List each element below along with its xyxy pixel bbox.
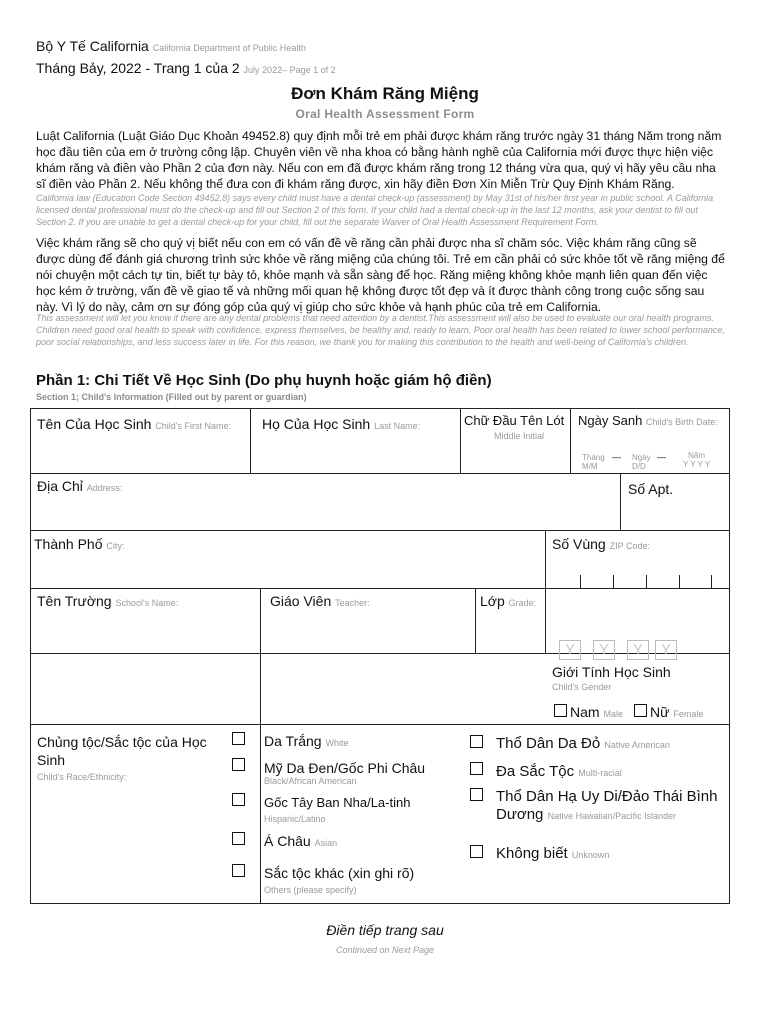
female-checkbox[interactable]	[634, 704, 647, 717]
race-native-american-option	[496, 735, 670, 752]
race-option-en: Black/African American	[264, 776, 357, 786]
grade-label	[480, 593, 536, 609]
zip-label-vi: Số Vùng	[552, 536, 606, 552]
race-label-vi: Chủng tộc/Sắc tộc của Học Sinh	[37, 734, 207, 768]
middle-initial-label-vi: Chữ Đầu Tên Lót	[464, 413, 565, 428]
year-digit-box[interactable]: Y	[655, 640, 677, 660]
race-option-vi: Mỹ Da Đen/Gốc Phi Châu	[264, 760, 426, 776]
city-input[interactable]	[31, 556, 544, 587]
last-name-label	[262, 416, 420, 432]
zip-label-en: ZIP Code:	[609, 541, 650, 551]
grade-input[interactable]	[477, 613, 544, 652]
dob-day-label	[632, 453, 651, 471]
gender-label-vi: Giới Tính Học Sinh	[552, 664, 671, 680]
grid-line	[30, 530, 730, 531]
dob-month-vi: Tháng	[582, 453, 605, 462]
race-asian-option	[264, 833, 337, 849]
female-label-vi: Nữ	[650, 704, 670, 720]
race-black-option	[264, 760, 425, 786]
race-hispanic-checkbox[interactable]	[232, 793, 245, 806]
dob-label	[578, 413, 718, 428]
grid-line	[545, 530, 546, 653]
grid-line	[729, 408, 730, 903]
school-label	[37, 593, 178, 609]
form-subtitle: Oral Health Assessment Form	[295, 107, 475, 121]
apt-label: Số Apt.	[628, 481, 674, 497]
dob-day-vi: Ngày	[632, 453, 651, 462]
race-option-en: Hispanic/Latino	[264, 814, 326, 824]
city-label-vi: Thành Phố	[34, 536, 103, 552]
race-multiracial-checkbox[interactable]	[470, 762, 483, 775]
last-name-label-en: Last Name:	[374, 421, 421, 431]
city-label-en: City:	[106, 541, 125, 551]
female-option	[650, 704, 703, 720]
zip-tick	[679, 575, 680, 588]
grid-line	[30, 473, 730, 474]
teacher-label	[270, 593, 370, 609]
race-pacific-islander-checkbox[interactable]	[470, 788, 483, 801]
dob-year-vi: Năm	[688, 451, 706, 460]
city-label	[34, 536, 124, 552]
race-native-american-checkbox[interactable]	[470, 735, 483, 748]
race-option-en: Native Hawaiian/Pacific Islander	[547, 811, 677, 821]
form-title: Đơn Khám Răng Miệng	[291, 84, 479, 103]
school-input[interactable]	[31, 613, 259, 652]
continued-en: Continued on Next Page	[335, 945, 435, 955]
dob-year-en: Y Y Y Y	[683, 460, 711, 469]
race-other-option	[264, 865, 414, 895]
first-name-label-vi: Tên Của Học Sinh	[37, 416, 152, 432]
address-input[interactable]	[31, 498, 619, 529]
last-name-label-vi: Họ Của Học Sinh	[262, 416, 371, 432]
race-option-vi: Á Châu	[264, 833, 311, 849]
race-option-en: Native American	[604, 740, 670, 750]
intro-paragraph-2-en: This assessment will let you know if there are any dental problems that need attention by a dentist.This assessment will also be used to evaluate our oral health programs. Children need good oral health to speak with confidence, express themselves, be healthy and, ready to learn. Poor oral health has been related to lower school performance, poor social relationships, and less success later in life. For this reason, we thank you for making this contribution to the health and well-being of California's children.	[36, 313, 725, 347]
race-option-vi: Sắc tộc khác (xin ghi rõ)	[264, 865, 415, 881]
intro-paragraph-1-en: California law (Education Code Section 49452.8) says every child must have a dental check-up (assessment) by May 31st of his/her first year in public school. A California licensed dental professional must do the check-up and fill out Section 2 of this form. If your child had a dental check-up in the last 12 months, ask your dentist to fill out Section 2. If you are unable to get a dental check-up for your child, fill out the separate Waiver of Oral Health Assessment Requirement Form.	[36, 193, 714, 227]
teacher-label-vi: Giáo Viên	[270, 593, 332, 609]
race-option-en: Multi-racial	[578, 768, 622, 778]
male-label-en: Male	[603, 709, 623, 719]
male-checkbox[interactable]	[554, 704, 567, 717]
dob-separator: —	[657, 452, 666, 462]
department-vi: Bộ Y Tế California	[36, 38, 149, 54]
grid-line	[30, 653, 730, 654]
race-pacific-islander-option	[496, 788, 721, 825]
year-digit-box[interactable]: Y	[627, 640, 649, 660]
race-other-checkbox[interactable]	[232, 864, 245, 877]
race-black-checkbox[interactable]	[232, 758, 245, 771]
male-label-vi: Nam	[570, 704, 600, 720]
race-option-vi: Đa Sắc Tộc	[496, 763, 575, 780]
race-option-vi: Gốc Tây Ban Nha/La-tinh	[264, 795, 411, 810]
grid-line	[30, 903, 730, 904]
teacher-label-en: Teacher:	[335, 598, 370, 608]
race-option-en: White	[325, 738, 349, 748]
school-label-en: School's Name:	[115, 598, 179, 608]
continued-vi: Điền tiếp trang sau	[326, 922, 444, 938]
race-multiracial-option	[496, 763, 622, 780]
date-en: July 2022– Page 1 of 2	[243, 65, 336, 75]
race-white-checkbox[interactable]	[232, 732, 245, 745]
teacher-input[interactable]	[261, 613, 474, 652]
race-option-en: Unknown	[571, 850, 610, 860]
gender-label-en: Child's Gender	[552, 682, 612, 692]
dob-year-label	[683, 451, 710, 469]
year-digit-box[interactable]: Y	[593, 640, 615, 660]
race-option-vi: Thổ Dân Da Đỏ	[496, 735, 601, 752]
grid-line	[30, 588, 730, 589]
race-white-option	[264, 733, 349, 749]
address-label	[37, 478, 122, 494]
grid-line	[30, 408, 730, 409]
section1-subtitle: Section 1; Child's Information (Filled out by parent or guardian)	[36, 392, 307, 402]
intro-paragraph-1-vi: Luật California (Luật Giáo Dục Khoản 49452.8) quy định mỗi trẻ em phải được khám răng trước ngày 31 tháng Năm trong năm học đầu tiên của em ở trường công lập. Chuyên viên về nha khoa có bằng hành nghề của California mới được thực hiện việc khám răng và điền vào Phần 2 của đơn này. Nếu con em đã được khám răng trong 12 tháng vừa qua, quý vị hãy yêu cầu nha sĩ điền vào Phần 2. Nếu không thể đưa con đi khám răng được, xin hãy điền Đơn Xin Miễn Trừ Quy Định Khám Răng.	[36, 129, 722, 191]
address-label-en: Address:	[86, 483, 123, 493]
dob-month-en: M/M	[582, 462, 598, 471]
department-en: California Department of Public Health	[152, 43, 306, 53]
year-digit-box[interactable]: Y	[559, 640, 581, 660]
dob-day-en: D/D	[632, 462, 646, 471]
race-asian-checkbox[interactable]	[232, 832, 245, 845]
race-option-vi: Không biết	[496, 845, 568, 862]
grid-line	[30, 408, 31, 903]
department-header	[36, 38, 306, 54]
section1-title: Phần 1: Chi Tiết Về Học Sinh (Do phụ huynh hoặc giám hộ điền)	[36, 372, 492, 389]
race-hispanic-option	[264, 795, 410, 824]
race-option-vi: Thổ Dân Hạ Uy Di/Đảo Thái Bình Dương	[496, 788, 718, 823]
grid-line	[30, 724, 730, 725]
race-label-en: Child's Race/Ethnicity:	[37, 772, 127, 782]
dob-label-en: Child's Birth Date:	[645, 417, 718, 427]
apt-input[interactable]	[621, 500, 728, 529]
grade-label-vi: Lớp	[480, 593, 505, 609]
middle-initial-input[interactable]	[461, 445, 569, 472]
last-name-input[interactable]	[251, 440, 459, 472]
zip-tick	[613, 575, 614, 588]
race-unknown-option	[496, 845, 609, 862]
zip-tick	[711, 575, 712, 588]
female-label-en: Female	[673, 709, 704, 719]
male-option	[570, 704, 623, 720]
zip-label	[552, 536, 650, 552]
grade-label-en: Grade:	[508, 598, 537, 608]
first-name-label	[37, 416, 231, 432]
race-option-vi: Da Trắng	[264, 733, 322, 749]
first-name-label-en: Child's First Name:	[155, 421, 232, 431]
zip-tick	[646, 575, 647, 588]
grid-line	[570, 408, 571, 473]
dob-label-vi: Ngày Sanh	[578, 413, 643, 428]
middle-initial-label-en: Middle Initial	[494, 431, 545, 441]
dob-separator: —	[612, 452, 621, 462]
dob-month-label	[582, 453, 605, 471]
race-option-en: Others (please specify)	[264, 885, 357, 895]
grid-line	[475, 588, 476, 653]
address-label-vi: Địa Chỉ	[37, 478, 83, 494]
zip-input[interactable]	[546, 556, 728, 587]
zip-tick	[580, 575, 581, 588]
intro-paragraph-2-vi: Việc khám răng sẽ cho quý vị biết nếu con em có vấn đề về răng cần phải được nha sĩ chăm sóc. Việc khám răng cũng sẽ được dùng để đánh giá chương trình sức khỏe về răng miệng của chúng tôi. Trẻ em cần phải có sức khỏe tốt về răng miệng để nói chuyện một cách tự tin, biết tự bày tỏ, khỏe mạnh và sẵn sàng để học. Răng miệng không khỏe mạnh liên quan đến việc học kém ở trường, vấn đề về giao tế và những mối quan hệ không được tốt đẹp và ít được thành công trong cuộc sống sau này. Vì lý do này, cảm ơn sự đóng góp của quý vị giúp cho sức khỏe và hạnh phúc của trẻ em California.	[36, 236, 725, 314]
race-option-en: Asian	[314, 838, 338, 848]
date-header	[36, 60, 336, 76]
school-label-vi: Tên Trường	[37, 593, 112, 609]
first-name-input[interactable]	[31, 440, 249, 472]
date-vi: Tháng Bảy, 2022 - Trang 1 của 2	[36, 60, 240, 76]
race-unknown-checkbox[interactable]	[470, 845, 483, 858]
